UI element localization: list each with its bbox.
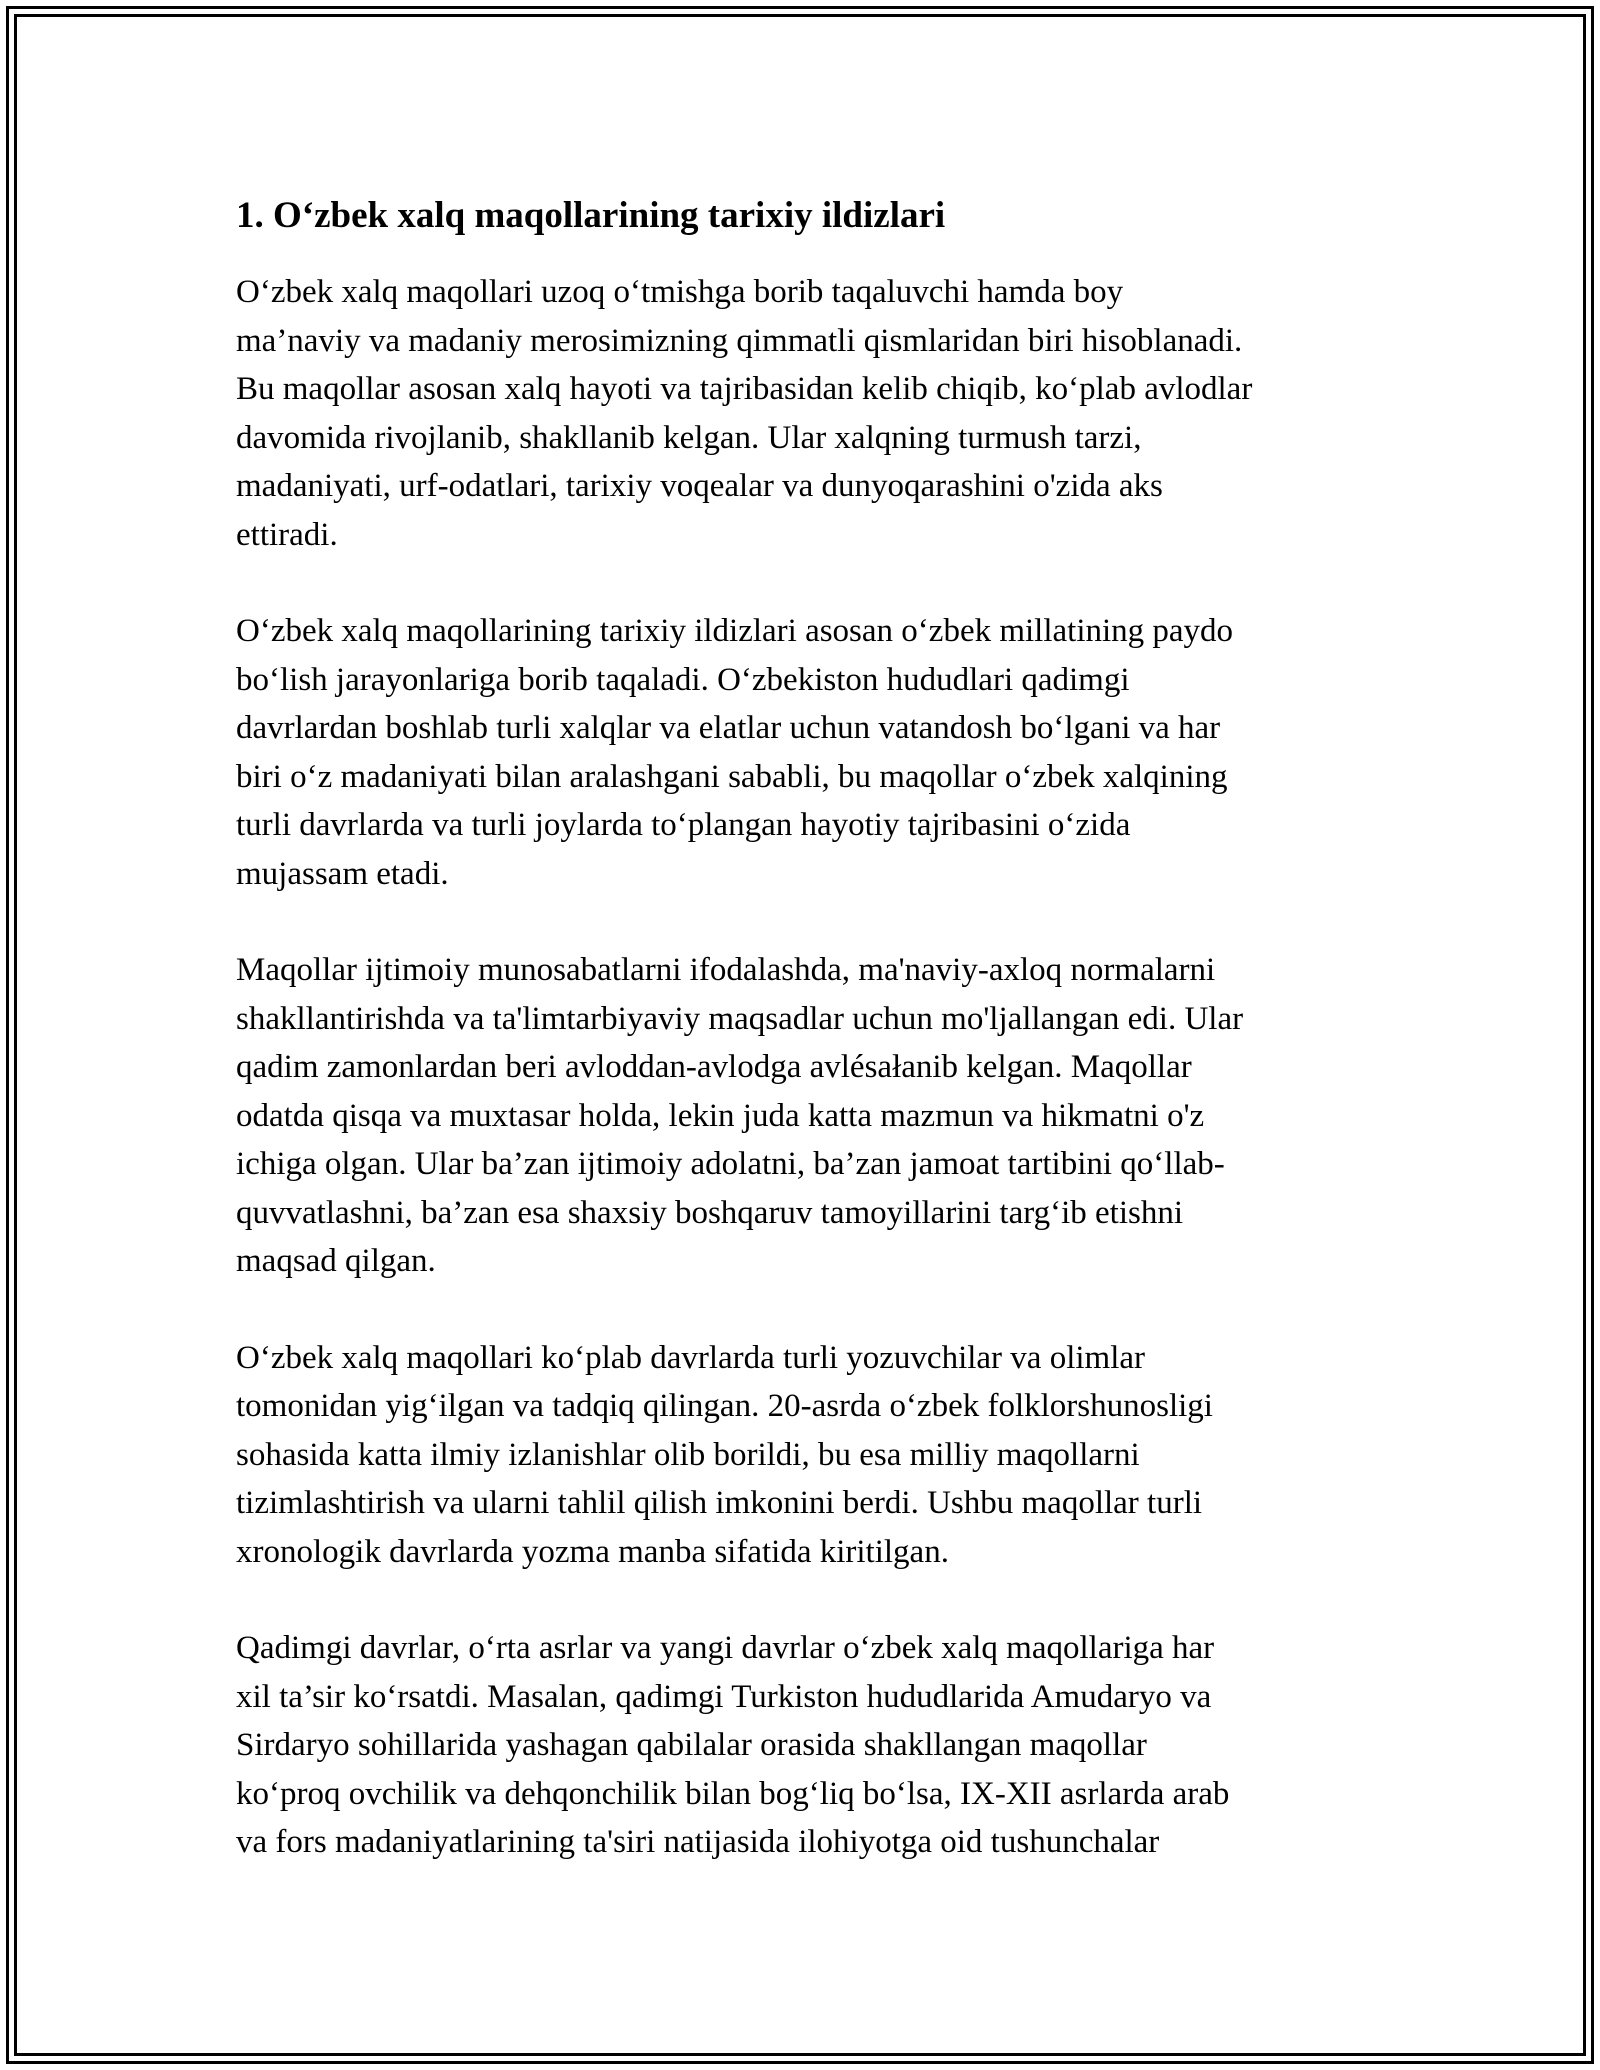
paragraph-2: O‘zbek xalq maqollarining tarixiy ildizlari asosan o‘zbek millatining paydo bo‘lish jarayonlariga borib taqaladi. O‘zbekiston hududlari qadimgi davrlardan boshlab turli xalqlar va elatlar uchun vatandosh bo‘lgani va har biri o‘z madaniyati bilan aralashgani sababli, bu maqollar o‘zbek xalqining turli davrlarda va turli joylarda to‘plangan hayotiy tajribasini o‘zida mujassam etadi.	[236, 613, 1234, 892]
section-heading: 1. O‘zbek xalq maqollarining tarixiy ildizlari	[236, 195, 946, 236]
paragraph-1: O‘zbek xalq maqollari uzoq o‘tmishga borib taqaluvchi hamda boy ma’naviy va madaniy merosimizning qimmatli qismlaridan biri hisoblanadi. Bu maqollar asosan xalq hayoti va tajribasidan kelib chiqib, ko‘plab avlodlar davomida rivojlanib, shakllanib kelgan. Ular xalqning turmush tarzi, madaniyati, urf-odatlari, tarixiy voqealar va dunyoqarashini o'zida aks ettiradi.	[236, 274, 1253, 553]
paragraph-5: Qadimgi davrlar, o‘rta asrlar va yangi davrlar o‘zbek xalq maqollariga har xil ta’sir ko‘rsatdi. Masalan, qadimgi Turkiston hududlarida Amudaryo va Sirdaryo sohillarida yashagan qabilalar orasida shakllangan maqollar ko‘proq ovchilik va dehqonchilik bilan bog‘liq bo‘lsa, IX-XII asrlarda arab va fors madaniyatlarining ta'siri natijasida ilohiyotga oid tushunchalar	[236, 1630, 1230, 1860]
paragraph-4: O‘zbek xalq maqollari ko‘plab davrlarda turli yozuvchilar va olimlar tomonidan yig‘ilgan va tadqiq qilingan. 20-asrda o‘zbek folklorshunosligi sohasida katta ilmiy izlanishlar olib borildi, bu esa milliy maqollarni tizimlashtirish va ularni tahlil qilish imkonini berdi. Ushbu maqollar turli xronologik davrlarda yozma manba sifatida kiritilgan.	[236, 1339, 1213, 1570]
document-body	[236, 186, 1386, 1915]
paragraph-3: Maqollar ijtimoiy munosabatlarni ifodalashda, ma'naviy-axloq normalarni shakllantirishda va ta'limtarbiyaviy maqsadlar uchun mo'ljallangan edi. Ular qadim zamonlardan beri avloddan-avlodga avlésałanib kelgan. Maqollar odatda qisqa va muxtasar holda, lekin juda katta mazmun va hikmatni o'z ichiga olgan. Ular ba’zan ijtimoiy adolatni, ba’zan jamoat tartibini qo‘llab- quvvatlashni, ba’zan esa shaxsiy boshqaruv tamoyillarini targ‘ib etishni maqsad qilgan.	[236, 952, 1244, 1279]
